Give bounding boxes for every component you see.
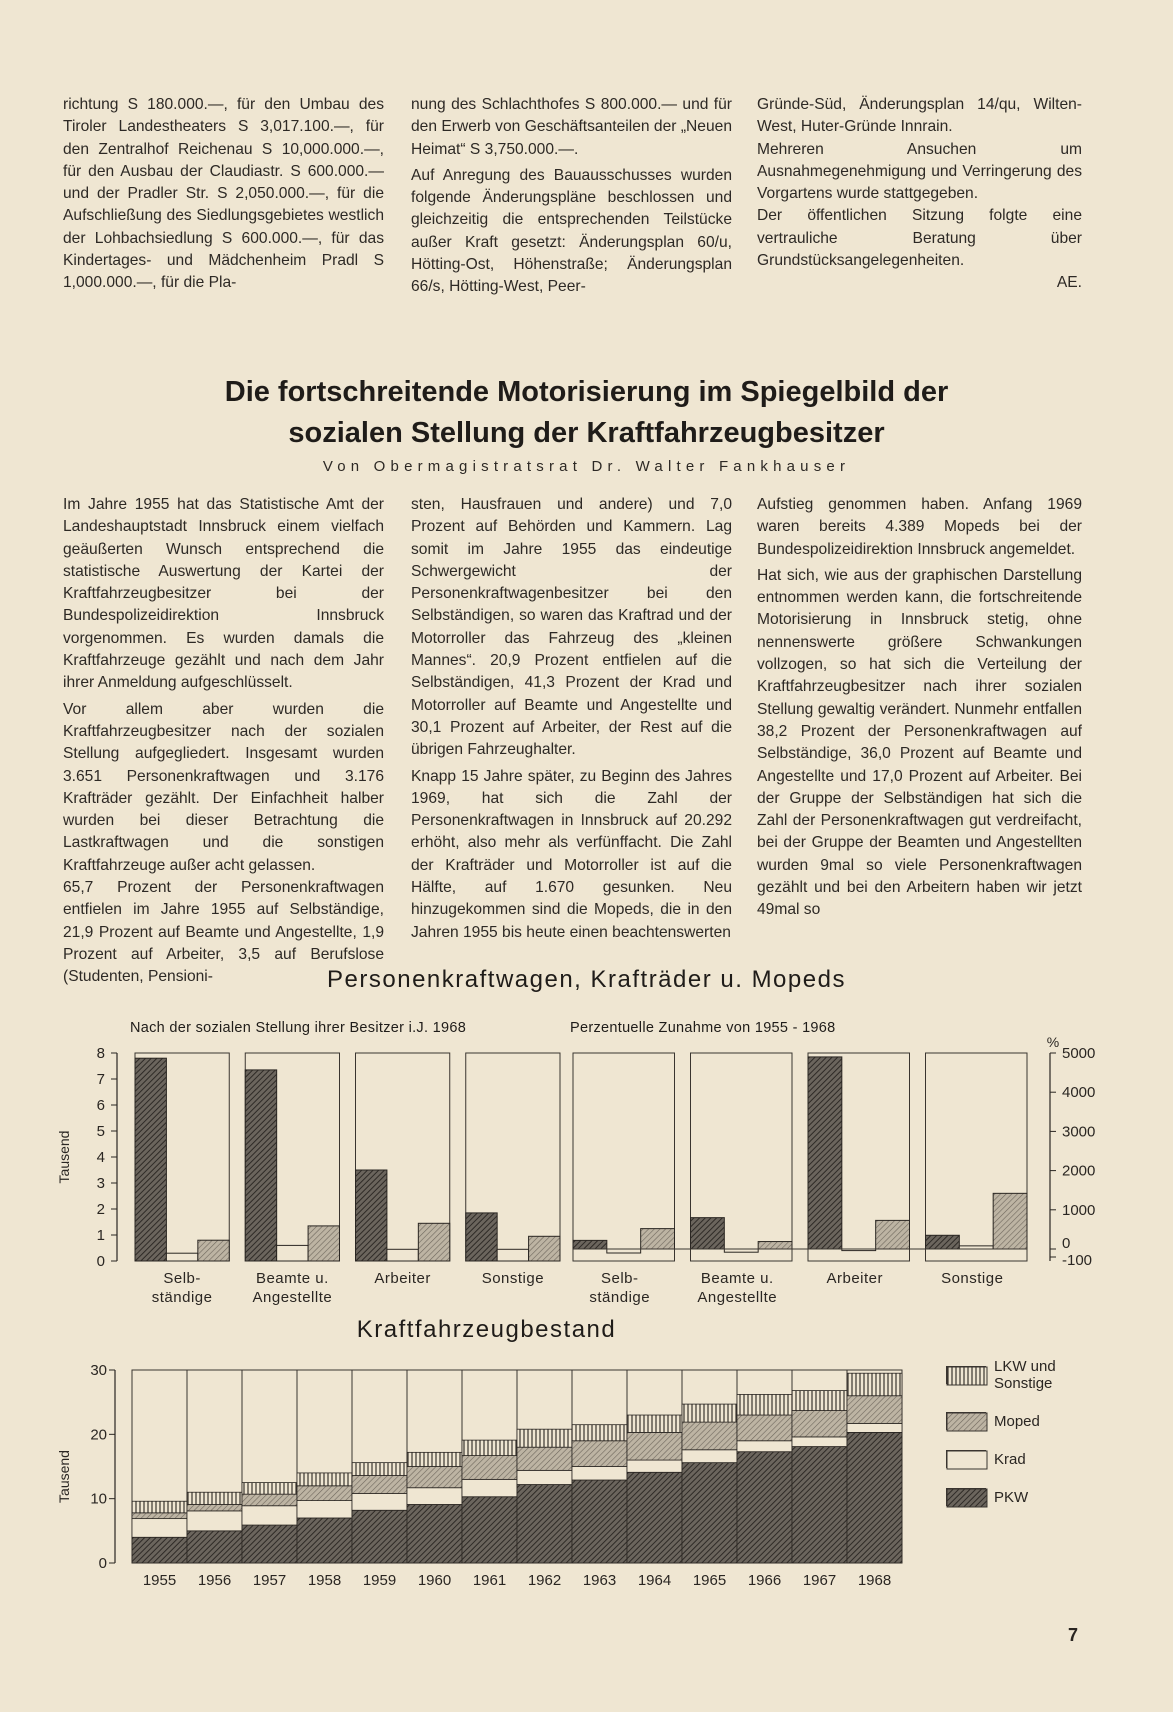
svg-text:1000: 1000: [1062, 1201, 1096, 1219]
svg-text:Arbeiter: Arbeiter: [826, 1270, 884, 1287]
svg-text:Selb-: Selb-: [163, 1270, 201, 1287]
svg-text:Beamte u.: Beamte u.: [700, 1270, 774, 1287]
svg-text:Angestellte: Angestellte: [697, 1289, 778, 1306]
svg-text:ständige: ständige: [589, 1289, 651, 1306]
svg-text:1957: 1957: [252, 1572, 287, 1589]
pkw-swatch-icon: [946, 1488, 986, 1506]
svg-text:1: 1: [96, 1227, 105, 1244]
article-col1: [63, 494, 384, 993]
svg-text:1961: 1961: [472, 1572, 507, 1589]
svg-text:Selb-: Selb-: [600, 1270, 639, 1287]
chart-vehicle-stock: [55, 1355, 915, 1595]
svg-text:1960: 1960: [417, 1572, 452, 1589]
svg-text:1966: 1966: [747, 1572, 782, 1589]
svg-text:Beamte u.: Beamte u.: [255, 1270, 329, 1287]
lkw-swatch-icon: [946, 1366, 986, 1384]
svg-text:6: 6: [96, 1097, 105, 1114]
svg-text:4: 4: [96, 1149, 105, 1166]
svg-text:1958: 1958: [307, 1572, 342, 1589]
svg-text:Arbeiter: Arbeiter: [374, 1270, 431, 1287]
article-col2: [411, 494, 732, 948]
svg-text:Angestellte: Angestellte: [252, 1289, 333, 1306]
chart-legend: [946, 1358, 1074, 1526]
svg-text:30: 30: [90, 1362, 107, 1379]
svg-text:1962: 1962: [527, 1572, 562, 1589]
svg-text:1955: 1955: [142, 1572, 177, 1589]
svg-text:ständige: ständige: [151, 1289, 213, 1306]
legend-item-moped: [946, 1412, 1074, 1430]
paragraph: Der öffentlichen Sitzung folgte eine vertrauliche Beratung über Grundstücksangelegenheiten.: [757, 207, 1082, 270]
svg-text:1965: 1965: [692, 1572, 727, 1589]
article-title: [0, 372, 1173, 454]
paragraph: Aufstieg genommen haben. Anfang 1969 waren bereits 4.389 Mopeds bei der Bundespolizeidirektion Innsbruck angemeldet.: [757, 496, 1082, 558]
legend-item-lkw: [946, 1358, 1074, 1392]
article-col3: [757, 494, 1082, 926]
paragraph: 65,7 Prozent der Personenkraftwagen entfielen im Jahre 1955 auf Selbständige, 21,9 Prozent auf Beamte und Angestellte, 1,9 Prozent auf Arbeiter, 3,5 auf Berufslose (Studenten, Pensioni-: [63, 879, 384, 986]
svg-text:Sonstige: Sonstige: [481, 1270, 545, 1287]
svg-text:2000: 2000: [1062, 1162, 1096, 1180]
chart-percent-increase: [565, 1034, 1096, 1306]
signature: AE.: [1056, 274, 1082, 292]
page-number: 7: [1068, 1625, 1079, 1645]
svg-text:3: 3: [96, 1175, 105, 1192]
svg-text:0: 0: [98, 1555, 107, 1572]
svg-text:2: 2: [96, 1201, 105, 1218]
svg-text:-100: -100: [1062, 1252, 1093, 1269]
panel2-subtitle: Perzentuelle Zunahme von 1955 - 1968: [570, 1020, 836, 1036]
title-line: Die fortschreitende Motorisierung im Spiegelbild der: [224, 376, 949, 408]
figure-title: Personenkraftwagen, Krafträder u. Mopeds: [327, 966, 846, 993]
svg-text:1959: 1959: [362, 1572, 397, 1589]
svg-text:Sonstige: Sonstige: [941, 1270, 1004, 1287]
paragraph: Hat sich, wie aus der graphischen Darstellung entnommen werden kann, die fortschreitende Motorisierung in Innsbruck stetig, ohne nennenswerte größere Schwankungen vollzogen, so hat sich die Verteilung der Kraftfahrzeugbesitzer nach ihrer sozialen Stellung gewaltig verändert. Nunmehr entfallen 38,2 Prozent der Personenkraftwagen auf Selbständige, 36,0 Prozent auf Beamte und Angestellte und 17,0 Prozent auf Arbeiter. Bei der Gruppe der Selbständigen hat sich die Zahl der Personenkraftwagen gut verdreifacht, bei der Gruppe der Beamten und Angestellten wurden 9mal so viele Personenkraftwagen gezählt und bei den Arbeitern haben wir jetzt 49mal so: [757, 566, 1082, 919]
svg-text:10: 10: [90, 1490, 107, 1508]
svg-text:4000: 4000: [1062, 1084, 1096, 1102]
paragraph: nung des Schlachthofes S 800.000.— und für den Erwerb von Geschäftsanteilen der „Neuen Heimat“ S 3,750.000.—.: [411, 96, 732, 158]
prev-article-col2: [411, 94, 732, 303]
svg-text:1968: 1968: [857, 1572, 892, 1589]
svg-text:0: 0: [96, 1253, 105, 1270]
svg-text:Tausend: Tausend: [56, 1450, 72, 1503]
moped-swatch-icon: [946, 1412, 986, 1430]
svg-text:3000: 3000: [1062, 1123, 1096, 1141]
prev-article-col3: [757, 94, 1082, 295]
paragraph: richtung S 180.000.—, für den Umbau des Tiroler Landestheaters S 3,017.100.—, für den Zentralhof Reichenau S 10,000.000.—, für den Ausbau der Claudiastr. S 600.000.— und der Pradler Str. S 2,050.000.—, für die Aufschließung des Siedlungsgebietes westlich der Lohbachsiedlung S 600.000.—, für das Kindertages- und Mädchenheim Pradl S 1,000.000.—, für die Pla-: [63, 96, 384, 292]
paragraph: Knapp 15 Jahre später, zu Beginn des Jahres 1969, hat sich die Zahl der Personenkraftwagen in Innsbruck auf 20.292 erhöht, also mehr als verfünffacht. Die Zahl der Krafträder und Motorroller ist auf die Hälfte, auf 1.670 gesunken. Neu hinzugekommen sind die Mopeds, die in den Jahren 1955 bis heute einen beachtenswerten: [411, 767, 732, 941]
paragraph: Gründe-Süd, Änderungsplan 14/qu, Wilten-West, Huter-Gründe Innrain.: [757, 96, 1082, 136]
svg-text:1964: 1964: [637, 1572, 672, 1589]
svg-text:1956: 1956: [197, 1572, 232, 1589]
panel1-subtitle: Nach der sozialen Stellung ihrer Besitzer i.J. 1968: [130, 1020, 467, 1036]
byline: Von Obermagistratsrat Dr. Walter Fankhauser: [322, 458, 851, 475]
paragraph: sten, Hausfrauen und andere) und 7,0 Prozent auf Behörden und Kammern. Lag somit im Jahre 1955 das eindeutige Schwergewicht der Personenkraftwagenbesitzer bei den Selbständigen, so waren das Kraftrad und der Motorroller das Fahrzeug des „kleinen Mannes“. 20,9 Prozent entfielen auf die Selbständigen, 41,3 Prozent der Krad und Motorroller auf Beamte und Angestellte und 30,1 Prozent auf Arbeiter, der Rest auf die übrigen Fahrzeughalter.: [411, 496, 732, 759]
svg-text:1967: 1967: [802, 1572, 837, 1589]
paragraph: Auf Anregung des Bauausschusses wurden folgende Änderungspläne beschlossen und gleichzeitig die entsprechenden Teilstücke außer Kraft gesetzt: Änderungsplan 60/u, Hötting-Ost, Höhenstraße; Änderungsplan 66/s, Hötting-West, Peer-: [411, 166, 732, 296]
legend-label: PKW: [994, 1488, 1029, 1506]
legend-item-krad: [946, 1450, 1074, 1468]
title-line: sozialen Stellung der Kraftfahrzeugbesitzer: [288, 417, 885, 449]
paragraph: Vor allem aber wurden die Kraftfahrzeugbesitzer nach der sozialen Stellung aufgegliedert. Insgesamt wurden 3.651 Personenkraftwagen und 3.176 Krafträder gezählt. Der Einfachheit halber wurden bei dieser Betrachtung die Lastkraftwagen und die sonstigen Kraftfahrzeuge außer acht gelassen.: [63, 700, 384, 874]
stock-chart-title: Kraftfahrzeugbestand: [356, 1316, 617, 1343]
legend-label: Moped: [994, 1412, 1040, 1430]
paragraph: Im Jahre 1955 hat das Statistische Amt der Landeshauptstadt Innsbruck einem vielfach geäußerten Wunsch entsprechend die statistische Auswertung der Kartei der Kraftfahrzeugbesitzer bei der Bundespolizeidirektion Innsbruck vorgenommen. Es wurden damals die Kraftfahrzeuge gezählt und nach dem Jahr ihrer Anmeldung aufgeschlüsselt.: [63, 496, 384, 692]
svg-text:1963: 1963: [582, 1572, 617, 1589]
svg-text:20: 20: [90, 1426, 107, 1444]
chart-social-status-1968: [55, 1035, 565, 1306]
svg-text:Tausend: Tausend: [56, 1130, 72, 1184]
svg-text:%: %: [1046, 1034, 1060, 1050]
legend-label: Krad: [994, 1450, 1026, 1468]
svg-text:7: 7: [96, 1071, 105, 1088]
svg-text:5: 5: [96, 1123, 105, 1140]
legend-label: LKW und Sonstige: [994, 1358, 1056, 1392]
svg-text:0: 0: [1062, 1235, 1071, 1252]
paragraph: Mehreren Ansuchen um Ausnahmegenehmigung und Verringerung des Vorgartens wurde stattgegeben.: [757, 140, 1082, 203]
svg-text:8: 8: [96, 1045, 105, 1062]
prev-article-col1: [63, 94, 384, 299]
legend-item-pkw: [946, 1488, 1074, 1506]
svg-text:5000: 5000: [1062, 1045, 1096, 1062]
krad-swatch-icon: [946, 1450, 986, 1468]
